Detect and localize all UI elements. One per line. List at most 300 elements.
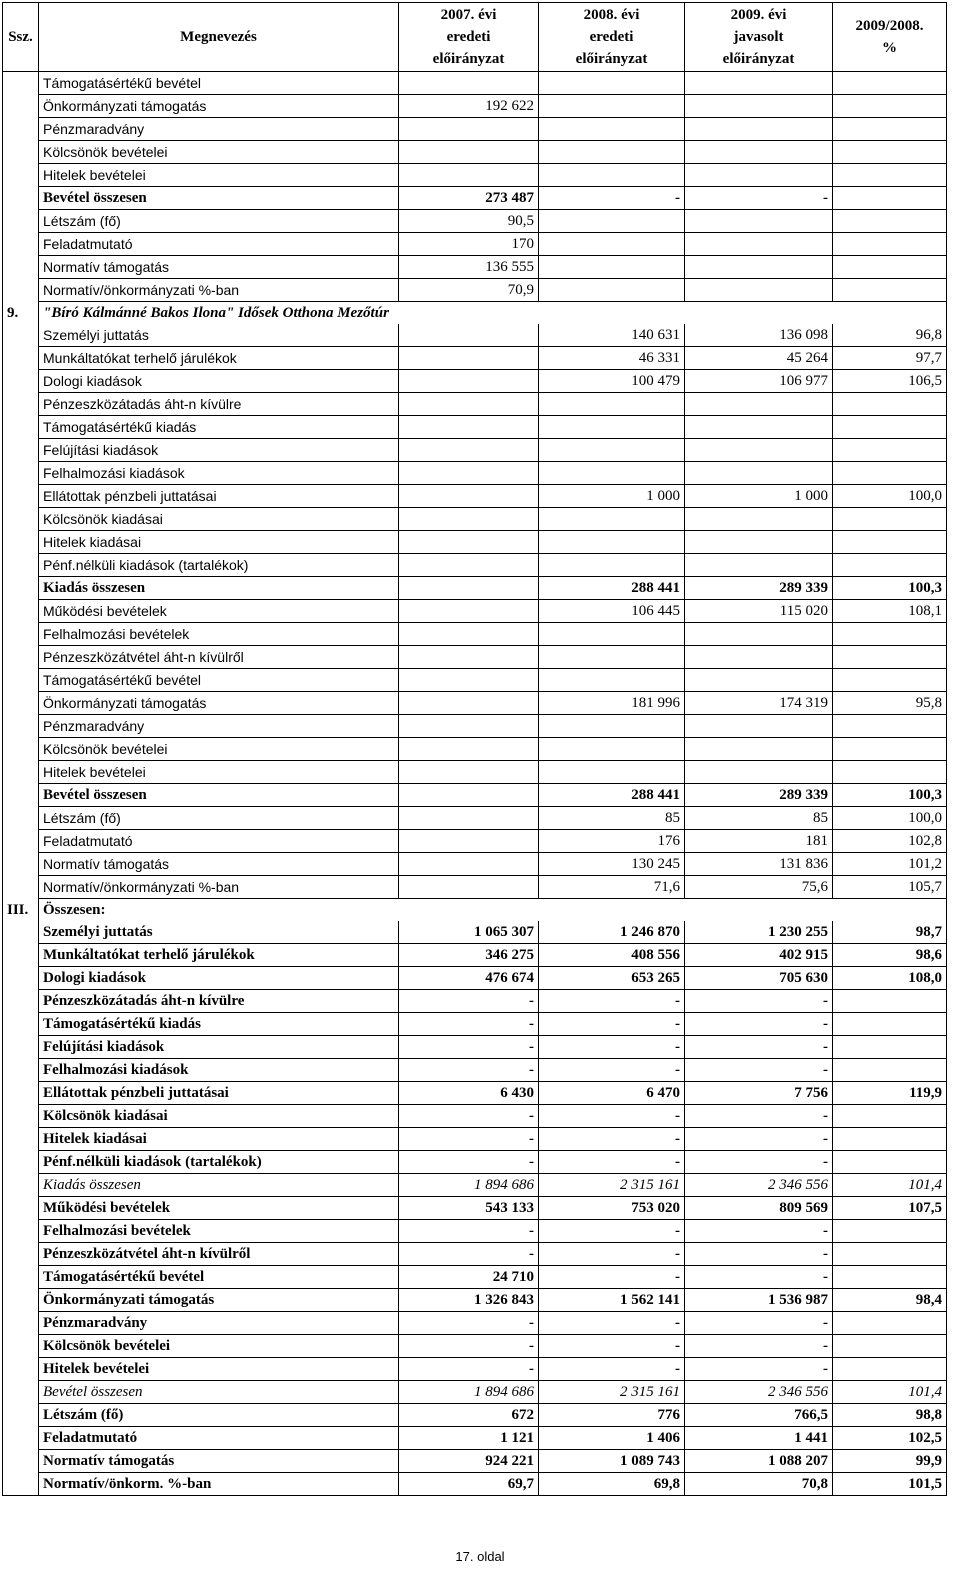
value-2009 xyxy=(685,462,833,485)
header-name: Megnevezés xyxy=(39,3,399,72)
value-ratio xyxy=(833,738,947,761)
value-ratio xyxy=(833,72,947,95)
row-number xyxy=(3,72,39,95)
table-row xyxy=(3,853,947,876)
value-2007 xyxy=(399,876,539,899)
table-row xyxy=(3,715,947,738)
value-ratio xyxy=(833,715,947,738)
value-2009 xyxy=(685,141,833,164)
value-2009: 70,8 xyxy=(685,1473,833,1496)
value-2007: 192 622 xyxy=(399,95,539,118)
value-ratio xyxy=(833,416,947,439)
value-2009 xyxy=(685,646,833,669)
row-label: Támogatásértékű bevétel xyxy=(39,1266,399,1289)
value-2009 xyxy=(685,531,833,554)
value-2007: 476 674 xyxy=(399,967,539,990)
value-ratio xyxy=(833,1059,947,1082)
row-number xyxy=(3,830,39,853)
value-2009 xyxy=(685,554,833,577)
value-2009 xyxy=(685,761,833,784)
value-2008 xyxy=(539,164,685,187)
value-2009 xyxy=(685,669,833,692)
value-2009: 75,6 xyxy=(685,876,833,899)
table-row xyxy=(3,784,947,807)
value-2009 xyxy=(685,164,833,187)
value-2009 xyxy=(685,508,833,531)
budget-table xyxy=(2,2,947,1496)
value-ratio: 99,9 xyxy=(833,1450,947,1473)
value-ratio xyxy=(833,187,947,210)
value-2009: 136 098 xyxy=(685,324,833,347)
table-row xyxy=(3,692,947,715)
value-2008: 130 245 xyxy=(539,853,685,876)
value-2009: - xyxy=(685,1128,833,1151)
value-2008: 46 331 xyxy=(539,347,685,370)
value-ratio xyxy=(833,233,947,256)
row-label: Felhalmozási kiadások xyxy=(39,462,399,485)
value-2007: 1 326 843 xyxy=(399,1289,539,1312)
table-row xyxy=(3,187,947,210)
table-row xyxy=(3,1450,947,1473)
value-2009: - xyxy=(685,1036,833,1059)
value-ratio xyxy=(833,1335,947,1358)
value-2008: 85 xyxy=(539,807,685,830)
value-2008 xyxy=(539,72,685,95)
row-label: Működési bevételek xyxy=(39,1197,399,1220)
row-label: Munkáltatókat terhelő járulékok xyxy=(39,944,399,967)
row-label: Bevétel összesen xyxy=(39,187,399,210)
row-number xyxy=(3,1243,39,1266)
row-label: Létszám (fő) xyxy=(39,210,399,233)
value-ratio: 108,0 xyxy=(833,967,947,990)
table-row xyxy=(3,761,947,784)
value-ratio xyxy=(833,646,947,669)
value-2008: 176 xyxy=(539,830,685,853)
value-ratio: 100,0 xyxy=(833,807,947,830)
table-row xyxy=(3,577,947,600)
value-ratio xyxy=(833,1013,947,1036)
value-2008: 69,8 xyxy=(539,1473,685,1496)
value-ratio xyxy=(833,1220,947,1243)
row-label: Pénf.nélküli kiadások (tartalékok) xyxy=(39,1151,399,1174)
row-number xyxy=(3,1473,39,1496)
row-label: Személyi juttatás xyxy=(39,324,399,347)
row-label: Normatív támogatás xyxy=(39,256,399,279)
row-label: Feladatmutató xyxy=(39,830,399,853)
table-row xyxy=(3,1128,947,1151)
value-ratio xyxy=(833,1358,947,1381)
row-number xyxy=(3,1036,39,1059)
table-row xyxy=(3,1151,947,1174)
row-label: Kölcsönök bevételei xyxy=(39,738,399,761)
row-label: Támogatásértékű kiadás xyxy=(39,416,399,439)
section-title: Összesen: xyxy=(39,899,947,922)
value-2009 xyxy=(685,623,833,646)
value-ratio: 100,3 xyxy=(833,784,947,807)
row-number xyxy=(3,1381,39,1404)
value-2007: - xyxy=(399,1243,539,1266)
value-2009: - xyxy=(685,1151,833,1174)
table-row xyxy=(3,738,947,761)
section-row xyxy=(3,899,947,922)
value-2007 xyxy=(399,370,539,393)
value-2008 xyxy=(539,210,685,233)
table-row xyxy=(3,1082,947,1105)
value-2009: - xyxy=(685,1243,833,1266)
value-2008: - xyxy=(539,1105,685,1128)
value-2007: 1 121 xyxy=(399,1427,539,1450)
value-2009 xyxy=(685,738,833,761)
value-2008: 288 441 xyxy=(539,577,685,600)
table-row xyxy=(3,944,947,967)
value-2008 xyxy=(539,623,685,646)
row-label: Személyi juttatás xyxy=(39,921,399,944)
value-ratio: 106,5 xyxy=(833,370,947,393)
value-2008: - xyxy=(539,1312,685,1335)
value-ratio xyxy=(833,95,947,118)
row-number xyxy=(3,738,39,761)
value-2008 xyxy=(539,531,685,554)
value-2008: - xyxy=(539,1266,685,1289)
value-2007 xyxy=(399,646,539,669)
row-number xyxy=(3,1197,39,1220)
table-row xyxy=(3,1335,947,1358)
value-2009: - xyxy=(685,1059,833,1082)
value-2008 xyxy=(539,554,685,577)
value-2007 xyxy=(399,761,539,784)
value-ratio: 102,5 xyxy=(833,1427,947,1450)
value-2009: - xyxy=(685,1266,833,1289)
table-row xyxy=(3,370,947,393)
value-2007 xyxy=(399,600,539,623)
value-2008: 776 xyxy=(539,1404,685,1427)
row-number xyxy=(3,1312,39,1335)
table-row xyxy=(3,967,947,990)
table-row xyxy=(3,118,947,141)
row-number xyxy=(3,416,39,439)
row-label: Pénzmaradvány xyxy=(39,715,399,738)
table-row xyxy=(3,508,947,531)
table-row xyxy=(3,830,947,853)
value-ratio: 105,7 xyxy=(833,876,947,899)
value-2007: 69,7 xyxy=(399,1473,539,1496)
value-ratio xyxy=(833,531,947,554)
row-label: Önkormányzati támogatás xyxy=(39,1289,399,1312)
row-label: Pénzmaradvány xyxy=(39,1312,399,1335)
row-number xyxy=(3,1358,39,1381)
value-2008: - xyxy=(539,1059,685,1082)
value-ratio: 95,8 xyxy=(833,692,947,715)
value-2009: 2 346 556 xyxy=(685,1174,833,1197)
value-2008: - xyxy=(539,1128,685,1151)
value-2008 xyxy=(539,256,685,279)
value-2008: - xyxy=(539,1013,685,1036)
value-2008 xyxy=(539,233,685,256)
row-label: Kölcsönök bevételei xyxy=(39,141,399,164)
table-row xyxy=(3,921,947,944)
value-ratio: 98,7 xyxy=(833,921,947,944)
value-2008 xyxy=(539,508,685,531)
value-2007: 70,9 xyxy=(399,279,539,302)
value-2007 xyxy=(399,324,539,347)
value-ratio xyxy=(833,1266,947,1289)
value-ratio xyxy=(833,118,947,141)
table-row xyxy=(3,1174,947,1197)
value-2008: 2 315 161 xyxy=(539,1381,685,1404)
value-2007 xyxy=(399,164,539,187)
row-number xyxy=(3,1266,39,1289)
value-2009: 181 xyxy=(685,830,833,853)
value-ratio xyxy=(833,1105,947,1128)
row-label: Hitelek bevételei xyxy=(39,1358,399,1381)
table-row xyxy=(3,347,947,370)
value-2008 xyxy=(539,279,685,302)
row-number xyxy=(3,554,39,577)
table-row xyxy=(3,324,947,347)
header-col-ratio: 2009/2008. % xyxy=(833,3,947,72)
value-2009 xyxy=(685,210,833,233)
value-ratio xyxy=(833,1128,947,1151)
value-2007: 1 065 307 xyxy=(399,921,539,944)
header-ssz: Ssz. xyxy=(3,3,39,72)
value-2009 xyxy=(685,95,833,118)
value-ratio: 98,8 xyxy=(833,1404,947,1427)
row-label: Normatív/önkorm. %-ban xyxy=(39,1473,399,1496)
row-number xyxy=(3,1013,39,1036)
row-label: Dologi kiadások xyxy=(39,967,399,990)
header-col-2007: 2007. évi eredeti előirányzat xyxy=(399,3,539,72)
row-number xyxy=(3,1105,39,1128)
table-row xyxy=(3,623,947,646)
value-2008 xyxy=(539,715,685,738)
table-row xyxy=(3,1059,947,1082)
row-number xyxy=(3,1427,39,1450)
row-label: Normatív/önkormányzati %-ban xyxy=(39,876,399,899)
value-2008 xyxy=(539,738,685,761)
value-2009 xyxy=(685,715,833,738)
table-row xyxy=(3,1013,947,1036)
value-ratio xyxy=(833,393,947,416)
value-2009 xyxy=(685,72,833,95)
value-2008: 100 479 xyxy=(539,370,685,393)
value-2007: 273 487 xyxy=(399,187,539,210)
value-2009: - xyxy=(685,1013,833,1036)
value-2007: - xyxy=(399,1013,539,1036)
value-2007 xyxy=(399,692,539,715)
value-ratio xyxy=(833,256,947,279)
row-label: Felújítási kiadások xyxy=(39,439,399,462)
row-label: Létszám (fő) xyxy=(39,1404,399,1427)
row-label: Pénf.nélküli kiadások (tartalékok) xyxy=(39,554,399,577)
row-number xyxy=(3,370,39,393)
value-2007 xyxy=(399,853,539,876)
row-label: Hitelek kiadásai xyxy=(39,531,399,554)
row-number xyxy=(3,1082,39,1105)
row-label: Önkormányzati támogatás xyxy=(39,95,399,118)
value-2008 xyxy=(539,141,685,164)
table-row xyxy=(3,462,947,485)
row-label: Működési bevételek xyxy=(39,600,399,623)
value-2008 xyxy=(539,393,685,416)
value-2008 xyxy=(539,669,685,692)
row-label: Létszám (fő) xyxy=(39,807,399,830)
table-row xyxy=(3,646,947,669)
value-2008: 71,6 xyxy=(539,876,685,899)
value-2009: - xyxy=(685,990,833,1013)
row-label: Kölcsönök kiadásai xyxy=(39,508,399,531)
value-ratio: 101,4 xyxy=(833,1174,947,1197)
value-2008 xyxy=(539,462,685,485)
value-ratio xyxy=(833,669,947,692)
value-2007: 1 894 686 xyxy=(399,1381,539,1404)
value-2007: - xyxy=(399,990,539,1013)
row-number xyxy=(3,1220,39,1243)
value-2008: 1 000 xyxy=(539,485,685,508)
table-row xyxy=(3,876,947,899)
value-ratio: 101,4 xyxy=(833,1381,947,1404)
row-number xyxy=(3,1450,39,1473)
value-2009: 45 264 xyxy=(685,347,833,370)
value-2008 xyxy=(539,95,685,118)
value-ratio: 98,6 xyxy=(833,944,947,967)
table-row xyxy=(3,393,947,416)
value-2007: - xyxy=(399,1335,539,1358)
value-2007: 346 275 xyxy=(399,944,539,967)
row-number xyxy=(3,279,39,302)
value-2007 xyxy=(399,462,539,485)
value-2007 xyxy=(399,577,539,600)
value-2008 xyxy=(539,416,685,439)
value-2007 xyxy=(399,141,539,164)
value-2009: 106 977 xyxy=(685,370,833,393)
row-number xyxy=(3,531,39,554)
value-2008 xyxy=(539,439,685,462)
row-label: Pénzeszközátvétel áht-n kívülről xyxy=(39,646,399,669)
row-label: Ellátottak pénzbeli juttatásai xyxy=(39,485,399,508)
row-number xyxy=(3,233,39,256)
value-2007: - xyxy=(399,1105,539,1128)
row-number xyxy=(3,944,39,967)
value-2008: - xyxy=(539,1151,685,1174)
value-2008: 1 406 xyxy=(539,1427,685,1450)
value-2007 xyxy=(399,669,539,692)
table-row xyxy=(3,1036,947,1059)
value-2008: 753 020 xyxy=(539,1197,685,1220)
row-number xyxy=(3,761,39,784)
value-2007: 1 894 686 xyxy=(399,1174,539,1197)
row-label: Támogatásértékű bevétel xyxy=(39,72,399,95)
value-ratio xyxy=(833,1312,947,1335)
table-row xyxy=(3,1105,947,1128)
row-label: Hitelek bevételei xyxy=(39,164,399,187)
row-number xyxy=(3,1151,39,1174)
value-2008: 408 556 xyxy=(539,944,685,967)
value-2009: 131 836 xyxy=(685,853,833,876)
value-2007 xyxy=(399,531,539,554)
value-ratio xyxy=(833,141,947,164)
value-2009: 115 020 xyxy=(685,600,833,623)
value-2007: 924 221 xyxy=(399,1450,539,1473)
value-2008: - xyxy=(539,1220,685,1243)
row-label: Pénzeszközátadás áht-n kívülre xyxy=(39,990,399,1013)
value-2007 xyxy=(399,807,539,830)
value-2008: - xyxy=(539,187,685,210)
row-number xyxy=(3,187,39,210)
row-number xyxy=(3,876,39,899)
table-row xyxy=(3,95,947,118)
row-label: Kiadás összesen xyxy=(39,577,399,600)
value-2007 xyxy=(399,118,539,141)
row-number xyxy=(3,1289,39,1312)
value-2009: 85 xyxy=(685,807,833,830)
row-number xyxy=(3,577,39,600)
table-row xyxy=(3,1312,947,1335)
value-ratio xyxy=(833,1243,947,1266)
row-number xyxy=(3,141,39,164)
value-2009: 809 569 xyxy=(685,1197,833,1220)
value-2008: - xyxy=(539,990,685,1013)
row-number xyxy=(3,990,39,1013)
table-row xyxy=(3,1243,947,1266)
value-2007 xyxy=(399,554,539,577)
value-2007 xyxy=(399,784,539,807)
value-2007 xyxy=(399,439,539,462)
value-2007 xyxy=(399,830,539,853)
row-number xyxy=(3,784,39,807)
value-2009: 705 630 xyxy=(685,967,833,990)
row-number xyxy=(3,1059,39,1082)
row-label: Ellátottak pénzbeli juttatásai xyxy=(39,1082,399,1105)
value-2007 xyxy=(399,485,539,508)
row-number xyxy=(3,967,39,990)
table-row xyxy=(3,485,947,508)
value-ratio: 101,2 xyxy=(833,853,947,876)
header-col-2008: 2008. évi eredeti előirányzat xyxy=(539,3,685,72)
value-ratio: 108,1 xyxy=(833,600,947,623)
value-2007: - xyxy=(399,1128,539,1151)
table-row xyxy=(3,1266,947,1289)
section-row xyxy=(3,302,947,325)
row-number xyxy=(3,462,39,485)
value-2009: 1 230 255 xyxy=(685,921,833,944)
row-label: Felhalmozási bevételek xyxy=(39,623,399,646)
value-2007: - xyxy=(399,1358,539,1381)
value-2007: 90,5 xyxy=(399,210,539,233)
value-2009: 174 319 xyxy=(685,692,833,715)
value-2008: 1 562 141 xyxy=(539,1289,685,1312)
row-number xyxy=(3,118,39,141)
table-row xyxy=(3,1289,947,1312)
page-number: 17. oldal xyxy=(455,1549,505,1564)
row-label: Hitelek bevételei xyxy=(39,761,399,784)
value-ratio: 101,5 xyxy=(833,1473,947,1496)
value-2008 xyxy=(539,646,685,669)
row-number xyxy=(3,853,39,876)
table-row xyxy=(3,1427,947,1450)
value-ratio xyxy=(833,761,947,784)
table-row xyxy=(3,600,947,623)
value-2007 xyxy=(399,623,539,646)
value-2009: 289 339 xyxy=(685,784,833,807)
value-2008: 181 996 xyxy=(539,692,685,715)
value-ratio xyxy=(833,554,947,577)
value-2007 xyxy=(399,347,539,370)
value-2008: 1 089 743 xyxy=(539,1450,685,1473)
row-label: Felújítási kiadások xyxy=(39,1036,399,1059)
row-label: Felhalmozási kiadások xyxy=(39,1059,399,1082)
row-number xyxy=(3,485,39,508)
table-row xyxy=(3,141,947,164)
